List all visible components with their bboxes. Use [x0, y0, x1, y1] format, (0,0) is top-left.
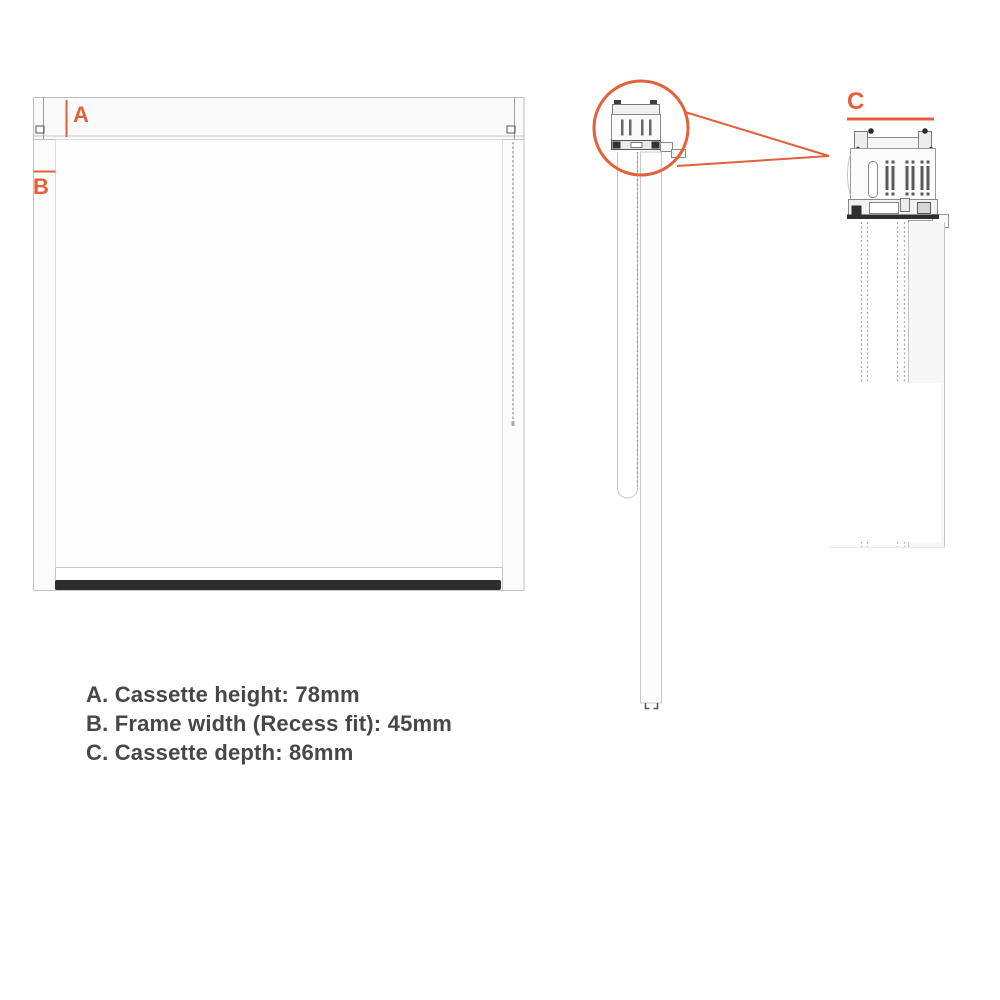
white-overlay-patch — [707, 383, 941, 542]
detail-cassette-profile — [847, 128, 949, 227]
dimension-label-a: A — [73, 102, 90, 127]
side-fabric-strip — [641, 152, 662, 703]
front-view-drawing — [34, 98, 525, 591]
legend-item-cassette-depth: C. Cassette depth: 86mm — [86, 740, 354, 765]
callout-lines — [677, 112, 829, 166]
bottom-weight-bar — [55, 580, 501, 590]
legend-item-cassette-height: A. Cassette height: 78mm — [86, 682, 360, 707]
dimension-label-c: C — [847, 88, 865, 115]
side-cassette-profile — [612, 100, 686, 158]
frame-rail-left — [34, 140, 56, 591]
dimension-legend — [86, 680, 452, 767]
fabric-panel — [56, 140, 503, 568]
cassette-box — [34, 98, 525, 140]
chain-loop — [618, 152, 638, 498]
dimension-label-b: B — [33, 174, 50, 199]
strip-end-clip — [646, 703, 658, 709]
detail-view-drawing — [707, 119, 949, 548]
legend-item-frame-width: B. Frame width (Recess fit): 45mm — [86, 711, 453, 736]
